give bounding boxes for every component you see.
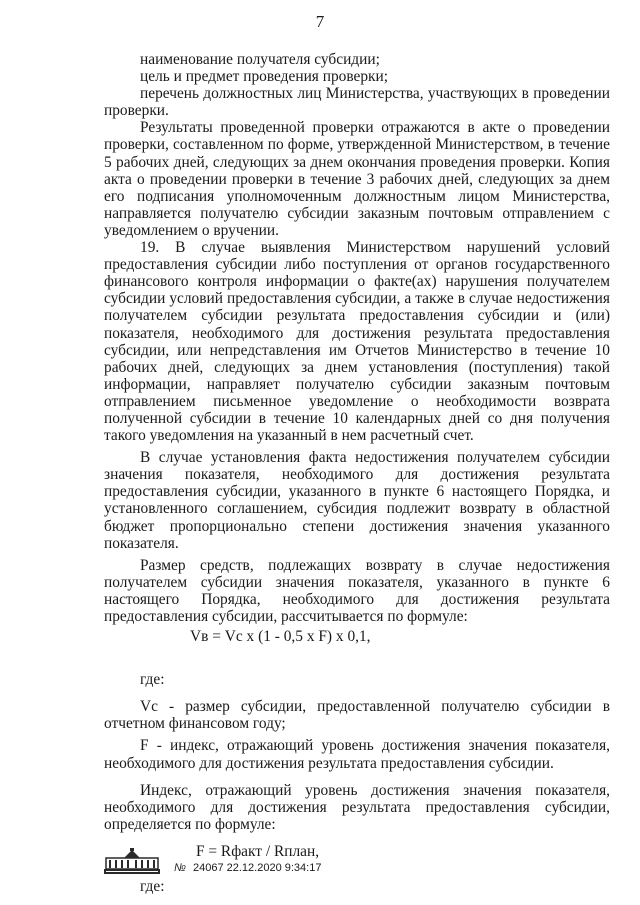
definition-vc: Vс - размер субсидии, предоставленной получателю субсидии в отчетном финансовом году; xyxy=(104,698,610,733)
paragraph: цель и предмет проведения проверки; xyxy=(140,68,389,86)
paragraph: В случае установления факта недостижения получателем субсидии значения показателя, необходимого для достижения результата предоставления субсидии, указанного в пункте 6 настоящего Порядка, и установленного соглашением, субсидия подлежит возврату в областной бюджет пропорционально степени достижения значения указанного показателя. xyxy=(104,449,610,552)
document-datetime: 22.12.2020 9:34:17 xyxy=(226,862,322,874)
definition-f: F - индекс, отражающий уровень достижения значения показателя, необходимого для достижения результата предоставления субсидии. xyxy=(104,737,610,772)
document-body xyxy=(104,51,610,895)
document-registration-stamp xyxy=(174,862,321,874)
formula-index: F = Rфакт / Rплан, xyxy=(196,842,320,860)
document-number: 24067 xyxy=(192,862,224,874)
paragraph: наименование получателя субсидии; xyxy=(140,51,380,68)
paragraph: Размер средств, подлежащих возврату в случае недостижения получателем субсидии значения показателя, указанного в пункте 6 настоящего Порядка, необходимого для достижения результата предоставления субсидии, рассчитывается по формуле: xyxy=(104,556,610,625)
page-number: 7 xyxy=(315,12,325,31)
document-footer xyxy=(102,848,321,876)
where-label: где: xyxy=(140,878,165,896)
number-sign: № xyxy=(174,862,186,874)
paragraph: 19. В случае выявления Министерством нарушений условий предоставления субсидии либо поступления от органов государственного финансового контроля информации о факте(ах) нарушения получателем субсидии условий предоставления субсидии, а также в случае недостижения получателем субсидии результата предоставления субсидии и (или) показателя, необходимого для достижения результата предоставления субсидии, или непредставления им Отчетов Министерство в течение 10 рабочих дней, следующих за днем установления (поступления) такой информации, направляет получателю субсидии заказным почтовым отправлением письменное уведомление о необходимости возврата полученной субсидии в течение 10 календарных дней со дня получения такого уведомления на указанный в нем расчетный счет. xyxy=(104,239,610,445)
paragraph: Результаты проведенной проверки отражаются в акте о проведении проверки, составленном по форме, утвержденной Министерством, в течение 5 рабочих дней, следующих за днем окончания проведения проверки. Копия акта о проведении проверки в течение 3 рабочих дней, следующих за днем его подписания уполномоченным должностным лицом Министерства, направляется получателю субсидии заказным почтовым отправлением с уведомлением о вручении. xyxy=(104,119,610,239)
formula-refund: Vв = Vс x (1 - 0,5 x F) x 0,1, xyxy=(190,628,371,646)
where-label: где: xyxy=(140,671,165,689)
paragraph: перечень должностных лиц Министерства, участвующих в проведении проверки. xyxy=(104,85,610,120)
building-emblem-icon xyxy=(102,848,162,876)
paragraph-index: Индекс, отражающий уровень достижения значения показателя, необходимого для достижения результата предоставления субсидии, определяется по формуле: xyxy=(104,781,610,833)
